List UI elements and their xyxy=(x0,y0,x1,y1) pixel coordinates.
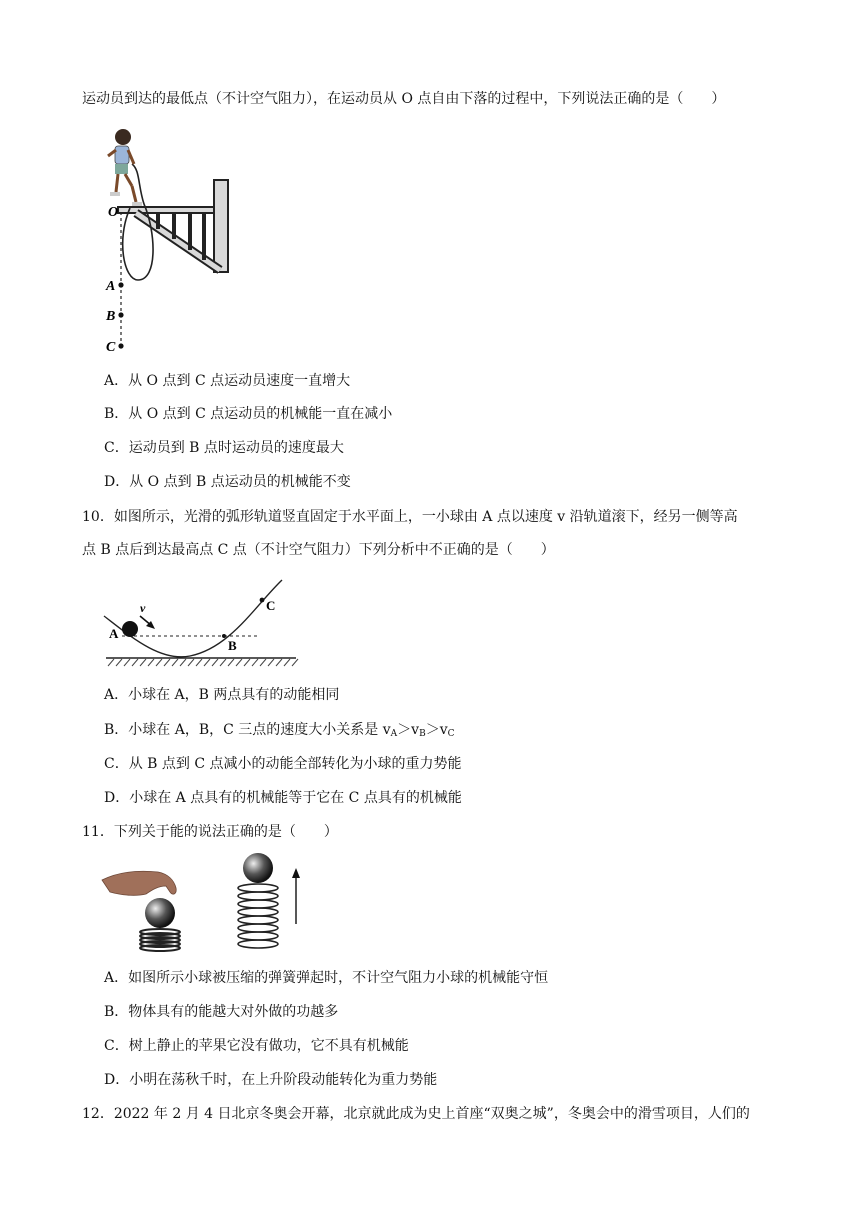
q11-stem: 11．下列关于能的说法正确的是（ ） xyxy=(82,824,338,840)
q10-option-b-gt2: ＞v xyxy=(425,722,448,738)
label-c: C xyxy=(266,598,276,613)
q11-option-a: A．如图所示小球被压缩的弹簧弹起时，不计空气阻力小球的机械能守恒 xyxy=(104,970,549,986)
q11-option-d: D．小明在荡秋千时，在上升阶段动能转化为重力势能 xyxy=(104,1072,438,1088)
spring-ball-figure xyxy=(98,852,318,956)
arc-track-figure xyxy=(100,576,300,668)
q11-option-c: C．树上静止的苹果它没有做功，它不具有机械能 xyxy=(104,1038,409,1054)
q10-stem-line2: 点 B 点后到达最高点 C 点（不计空气阻力）下列分析中不正确的是（ ） xyxy=(82,542,555,558)
q9-stem-tail: 运动员到达的最低点（不计空气阻力），在运动员从 O 点自由下落的过程中，下列说法正确的是（ ） xyxy=(82,91,726,107)
label-a: A xyxy=(106,279,116,294)
q9-option-d: D．从 O 点到 B 点运动员的机械能不变 xyxy=(104,474,351,490)
q10-option-b xyxy=(104,720,455,744)
q10-option-b-prefix: B．小球在 A，B，C 三点的速度大小关系是 v xyxy=(104,722,391,738)
label-o: O xyxy=(108,205,119,220)
subscript-c: C xyxy=(447,729,455,739)
label-b: B xyxy=(228,638,237,653)
label-c: C xyxy=(106,340,116,355)
q11-option-b: B．物体具有的能越大对外做的功越多 xyxy=(104,1004,339,1020)
label-v: v xyxy=(140,601,146,615)
q9-option-b: B．从 O 点到 C 点运动员的机械能一直在减小 xyxy=(104,406,393,422)
q10-stem-line1: 10．如图所示，光滑的弧形轨道竖直固定于水平面上，一小球由 A 点以速度 v 沿轨道滚下，经另一侧等高 xyxy=(82,509,738,525)
q9-option-c: C．运动员到 B 点时运动员的速度最大 xyxy=(104,440,344,456)
subscript-b: B xyxy=(419,729,426,739)
q10-option-d: D．小球在 A 点具有的机械能等于它在 C 点具有的机械能 xyxy=(104,790,462,806)
label-a: A xyxy=(109,626,119,641)
subscript-a: A xyxy=(390,729,398,739)
q10-option-c: C．从 B 点到 C 点减小的动能全部转化为小球的重力势能 xyxy=(104,756,462,772)
label-b: B xyxy=(106,309,116,324)
q9-option-a: A．从 O 点到 C 点运动员速度一直增大 xyxy=(104,373,351,389)
q10-option-b-gt1: ＞v xyxy=(397,722,420,738)
q10-option-a: A．小球在 A，B 两点具有的动能相同 xyxy=(104,687,340,703)
q12-stem: 12．2022 年 2 月 4 日北京冬奥会开幕，北京就此成为史上首座“双奥之城”，冬奥会中的滑雪项目，人们的 xyxy=(82,1106,750,1122)
bungee-jump-figure xyxy=(96,120,236,360)
